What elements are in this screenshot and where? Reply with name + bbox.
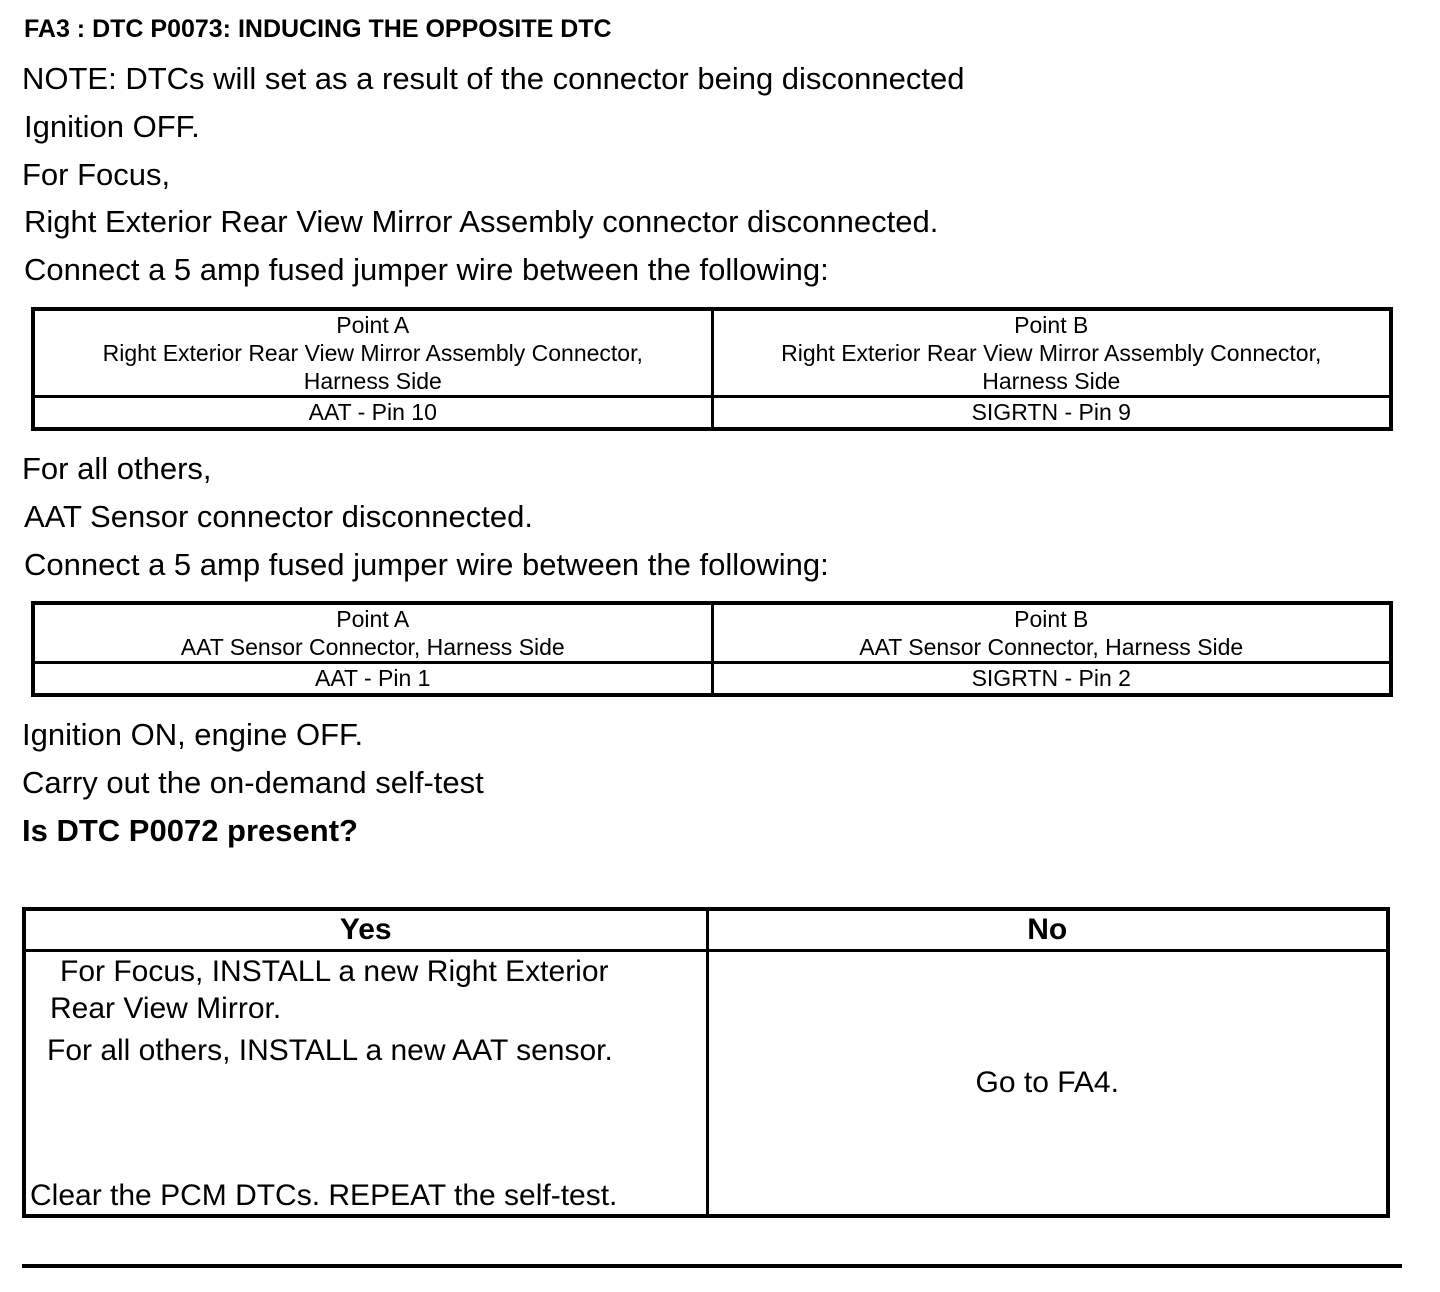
note-text: NOTE: DTCs will set as a result of the connector being disconnected [22, 61, 965, 96]
focus-point-b-header: Point B Right Exterior Rear View Mirror Assembly Connector, Harness Side [712, 309, 1391, 397]
question-text: Is DTC P0072 present? [22, 813, 358, 848]
yes-action [24, 951, 707, 1217]
yes-line: Rear View Mirror. [50, 992, 282, 1025]
step-ignition-off: Ignition OFF. [24, 109, 200, 144]
bottom-divider [22, 1264, 1402, 1268]
no-header: No [707, 909, 1388, 951]
step-for-focus: For Focus, [22, 157, 171, 192]
jumper-table-focus [31, 307, 1393, 431]
yes-header: Yes [24, 909, 707, 951]
others-point-a-header: Point A AAT Sensor Connector, Harness Side [33, 603, 712, 663]
others-point-a-pin: AAT - Pin 1 [33, 663, 712, 695]
yes-line: For Focus, INSTALL a new Right Exterior [60, 955, 609, 988]
step-for-all-others: For all others, [22, 451, 212, 486]
focus-point-b-pin: SIGRTN - Pin 9 [712, 397, 1391, 429]
step-mirror-disconnected: Right Exterior Rear View Mirror Assembly connector disconnected. [24, 204, 939, 239]
page-title: FA3 : DTC P0073: INDUCING THE OPPOSITE DTC [24, 15, 612, 43]
jumper-table-others [31, 601, 1393, 697]
step-connect-jumper-others: Connect a 5 amp fused jumper wire between the following: [24, 547, 829, 582]
step-self-test: Carry out the on-demand self-test [22, 765, 484, 800]
focus-point-a-pin: AAT - Pin 10 [33, 397, 712, 429]
others-point-b-header: Point B AAT Sensor Connector, Harness Side [712, 603, 1391, 663]
yes-line: Clear the PCM DTCs. REPEAT the self-test. [30, 1179, 618, 1212]
result-table [22, 907, 1390, 1218]
step-connect-jumper-focus: Connect a 5 amp fused jumper wire between the following: [24, 252, 829, 287]
no-action: Go to FA4. [707, 951, 1388, 1217]
others-point-b-pin: SIGRTN - Pin 2 [712, 663, 1391, 695]
yes-line: For all others, INSTALL a new AAT sensor. [47, 1034, 613, 1067]
focus-point-a-header: Point A Right Exterior Rear View Mirror Assembly Connector, Harness Side [33, 309, 712, 397]
step-ignition-on: Ignition ON, engine OFF. [22, 717, 364, 752]
step-aat-disconnected: AAT Sensor connector disconnected. [24, 499, 533, 534]
